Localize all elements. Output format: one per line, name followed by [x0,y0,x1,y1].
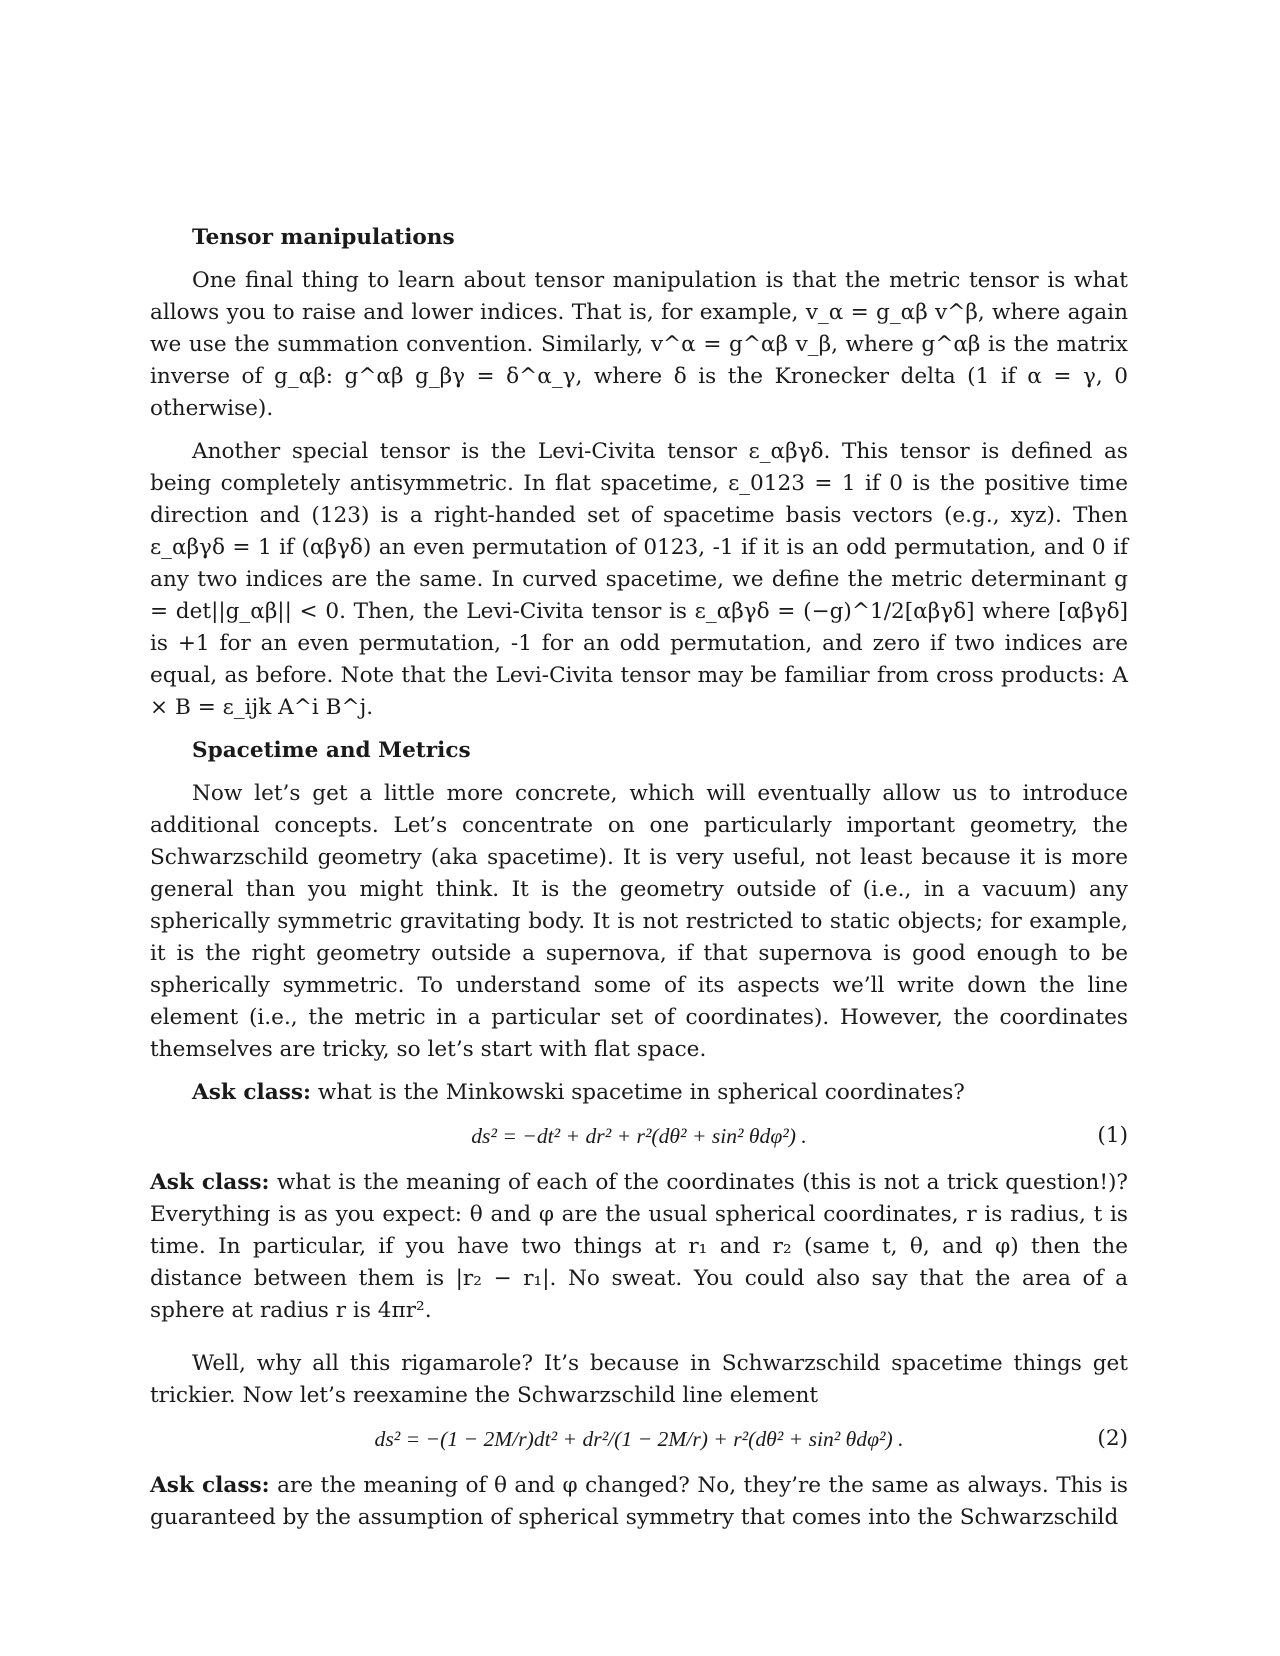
equation-1-number: (1) [1097,1123,1128,1148]
ask-class-label: Ask class: [192,1080,312,1105]
paragraph-rigamarole: Well, why all this rigamarole? It’s because in Schwarzschild spacetime things get trickier. Now let’s reexamine the Schwarzschild line element [150,1351,1128,1408]
equation-1-body: ds² = −dt² + dr² + r²(dθ² + sin² θdφ²) . [471,1124,807,1148]
section-heading-tensor: Tensor manipulations [192,225,455,250]
page-body [150,222,1128,1545]
ask-1-text: what is the Minkowski spacetime in spherical coordinates? [317,1080,965,1105]
equation-2-body: ds² = −(1 − 2M/r)dt² + dr²/(1 − 2M/r) + r²(dθ² + sin² θdφ²) . [374,1427,904,1451]
equation-2 [150,1423,1128,1455]
paragraph-ask-1 [150,1077,1128,1109]
section-heading-spacetime: Spacetime and Metrics [192,738,471,763]
ask-2-text: what is the meaning of each of the coordinates (this is not a trick question!)? Everything is as you expect: θ and φ are the usual spherical coordinates, r is radius, t is time. In particular, if you have two things at r₁ and r₂ (same t, θ, and φ) then the distance between them is |r₂ − r₁|. No sweat. You could also say that the area of a sphere at radius r is 4πr². [150,1170,1128,1323]
equation-2-number: (2) [1097,1426,1128,1451]
paragraph-ask-3 [150,1470,1128,1534]
ask-class-label: Ask class: [150,1473,270,1498]
paragraph-spacetime-1: Now let’s get a little more concrete, which will eventually allow us to introduce additional concepts. Let’s concentrate on one particularly important geometry, the Schwarzschild geometry (aka spacetime). It is very useful, not least because it is more general than you might think. It is the geometry outside of (i.e., in a vacuum) any spherically symmetric gravitating body. It is not restricted to static objects; for example, it is the right geometry outside a supernova, if that supernova is good enough to be spherically symmetric. To understand some of its aspects we’ll write down the line element (i.e., the metric in a particular set of coordinates). However, the coordinates themselves are tricky, so let’s start with flat space. [150,781,1128,1062]
vertical-spacer [150,1338,1128,1348]
ask-3-text: are the meaning of θ and φ changed? No, they’re the same as always. This is guaranteed by the assumption of spherical symmetry that comes into the Schwarzschild [150,1473,1128,1530]
paragraph-tensor-2: Another special tensor is the Levi-Civita tensor ε_αβγδ. This tensor is defined as being completely antisymmetric. In flat spacetime, ε_0123 = 1 if 0 is the positive time direction and (123) is a right-handed set of spacetime basis vectors (e.g., xyz). Then ε_αβγδ = 1 if (αβγδ) an even permutation of 0123, -1 if it is an odd permutation, and 0 if any two indices are the same. In curved spacetime, we define the metric determinant g = det||g_αβ|| < 0. Then, the Levi-Civita tensor is ε_αβγδ = (−g)^1/2[αβγδ] where [αβγδ] is +1 for an even permutation, -1 for an odd permutation, and zero if two indices are equal, as before. Note that the Levi-Civita tensor may be familiar from cross products: A × B = ε_ijk A^i B^j. [150,439,1128,720]
paragraph-tensor-1: One final thing to learn about tensor manipulation is that the metric tensor is what allows you to raise and lower indices. That is, for example, v_α = g_αβ v^β, where again we use the summation convention. Similarly, v^α = g^αβ v_β, where g^αβ is the matrix inverse of g_αβ: g^αβ g_βγ = δ^α_γ, where δ is the Kronecker delta (1 if α = γ, 0 otherwise). [150,268,1128,421]
paragraph-ask-2 [150,1167,1128,1327]
ask-class-label: Ask class: [150,1170,270,1195]
equation-1 [150,1120,1128,1152]
